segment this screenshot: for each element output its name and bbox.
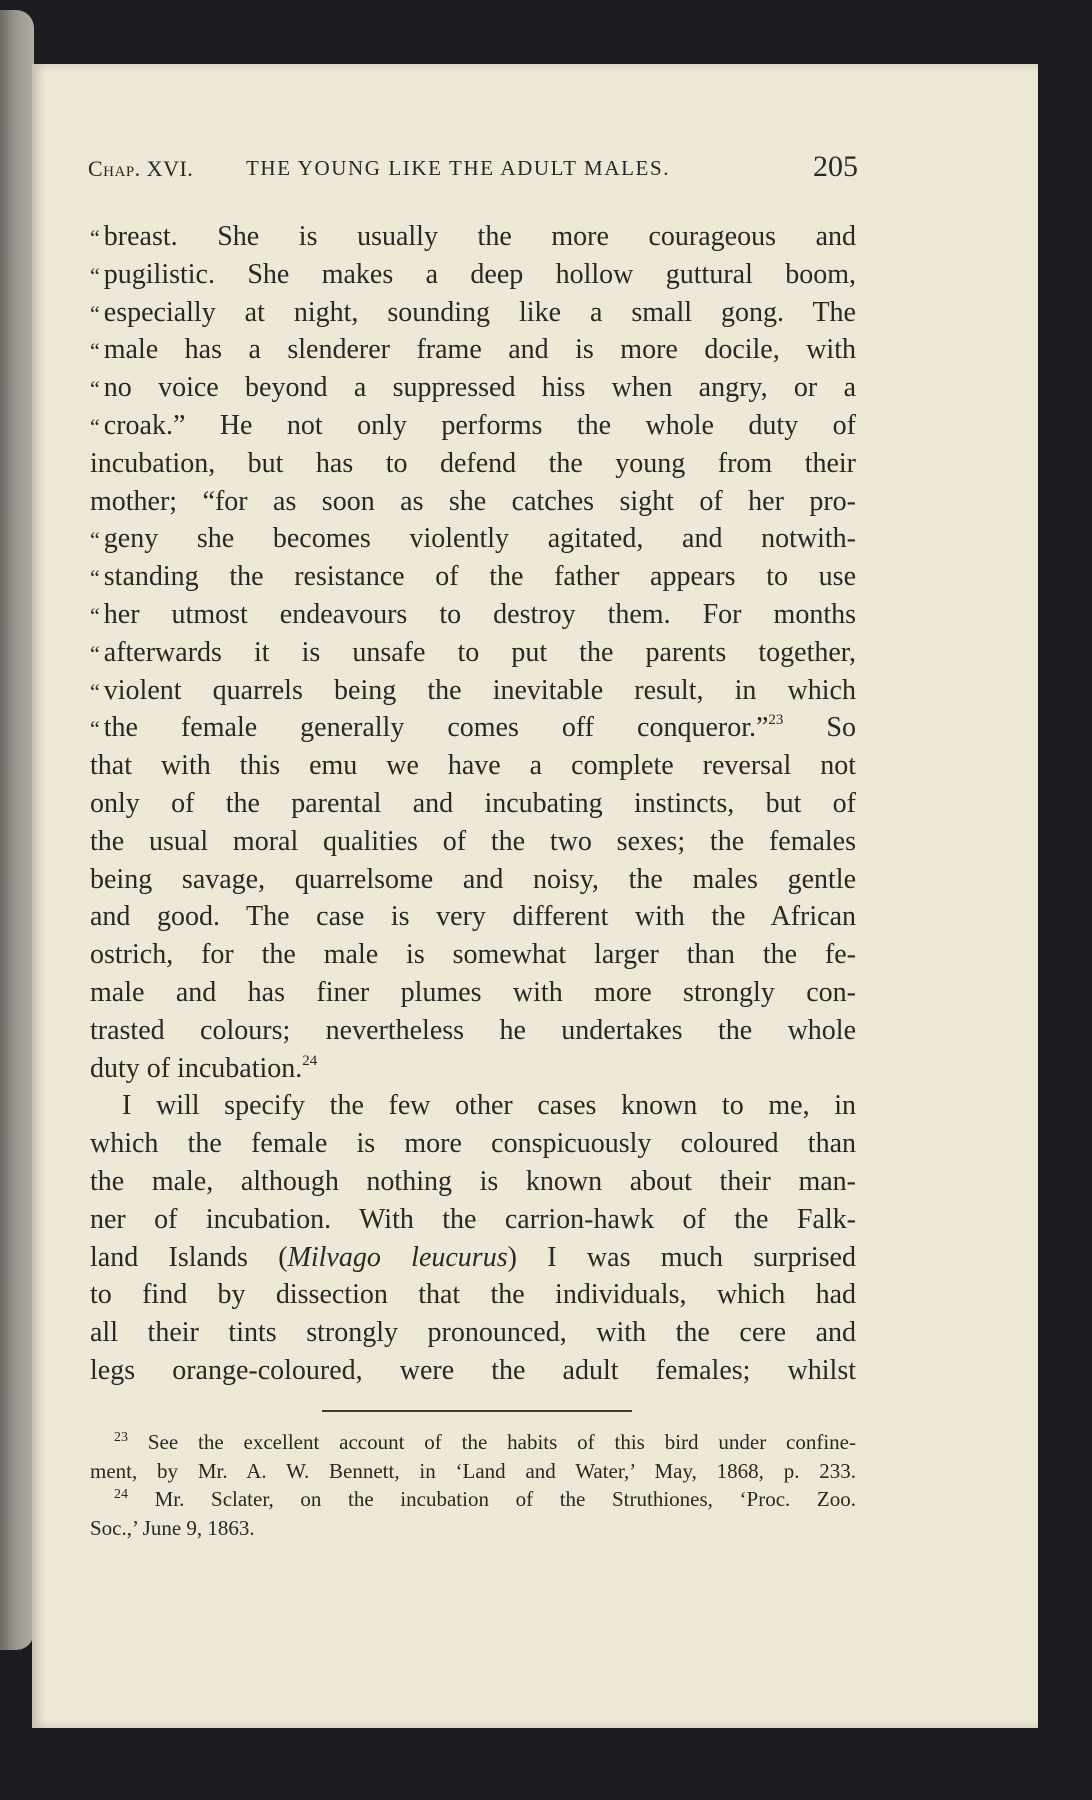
footnote-text: Mr. Sclater, on the incubation of the Struthiones, ‘Proc. Zoo.: [128, 1487, 856, 1512]
line-text: that with this emu we have a complete reversal not: [90, 750, 856, 782]
footnote-text: ment, by Mr. A. W. Bennett, in ‘Land and Water,’ May, 1868, p. 233.: [90, 1458, 856, 1483]
line-text: being savage, quarrelsome and noisy, the males gentle: [90, 863, 856, 895]
quote-mark: “: [90, 376, 100, 402]
text-line: [90, 672, 856, 710]
text-line: [90, 483, 856, 521]
line-text: all their tints strongly pronounced, with the cere and: [90, 1317, 856, 1349]
text-line: [90, 1163, 856, 1201]
text-line: [90, 1012, 856, 1050]
quote-mark: “: [90, 640, 100, 666]
quote-mark: “: [90, 716, 100, 742]
running-header: [88, 150, 858, 190]
text-line: [90, 445, 856, 483]
line-text: afterwards it is unsafe to put the parents together,: [103, 636, 856, 668]
body-text: [90, 218, 856, 1390]
text-line: [90, 823, 856, 861]
chapter-label: Chap. XVI.: [88, 156, 194, 181]
line-text: ostrich, for the male is somewhat larger than the fe-: [90, 939, 856, 971]
text-line: [90, 1352, 856, 1390]
footnote-line: [90, 1514, 856, 1543]
quote-mark: “: [90, 565, 100, 591]
text-line: [90, 558, 856, 596]
running-title: THE YOUNG LIKE THE ADULT MALES.: [246, 156, 671, 180]
text-line: [90, 294, 856, 332]
footnote-line: [90, 1457, 856, 1486]
text-line: [90, 1050, 856, 1088]
text-line: [90, 634, 856, 672]
quote-mark: “: [90, 338, 100, 364]
line-text: and good. The case is very different with the African: [90, 901, 856, 933]
text-line: [90, 1239, 856, 1277]
line-text: pugilistic. She makes a deep hollow guttural boom,: [103, 258, 856, 290]
previous-page-edge: [0, 10, 34, 1650]
text-line: [90, 331, 856, 369]
text-line: [90, 785, 856, 823]
text-line: [90, 974, 856, 1012]
footnote-ref: 23: [768, 712, 784, 729]
quote-mark: “: [90, 527, 100, 553]
quote-mark: “: [90, 262, 100, 288]
line-text-tail: So: [783, 712, 856, 744]
footnote-line: [90, 1428, 856, 1457]
text-line: [90, 596, 856, 634]
text-line: [90, 1087, 856, 1125]
text-line: [90, 747, 856, 785]
line-text: standing the resistance of the father appears to use: [103, 561, 856, 593]
line-text: only of the parental and incubating instincts, but of: [90, 787, 856, 819]
line-text: geny she becomes violently agitated, and notwith-: [103, 523, 856, 555]
footnote-number: 24: [114, 1487, 128, 1503]
line-text: especially at night, sounding like a small gong. The: [103, 296, 856, 328]
line-text-tail: ) I was much surprised: [507, 1241, 856, 1273]
text-line: [90, 1125, 856, 1163]
footnote-ref: 24: [302, 1052, 318, 1069]
line-text: trasted colours; nevertheless he undertakes the whole: [90, 1014, 856, 1046]
text-line: [90, 861, 856, 899]
line-text: incubation, but has to defend the young from their: [90, 447, 856, 479]
species-name: Milvago leucurus: [287, 1241, 508, 1273]
page-number: 205: [813, 150, 858, 183]
footnote-number: 23: [114, 1430, 128, 1445]
line-text: croak.” He not only performs the whole duty of: [103, 409, 856, 441]
text-line: [90, 898, 856, 936]
line-text: which the female is more conspicuously coloured than: [90, 1128, 856, 1160]
line-text: no voice beyond a suppressed hiss when angry, or a: [103, 372, 856, 404]
text-line: [90, 1314, 856, 1352]
line-text: I will specify the few other cases known to me, in: [122, 1090, 856, 1122]
quote-mark: “: [90, 413, 100, 439]
text-line: [90, 520, 856, 558]
line-text: legs orange-coloured, were the adult females; whilst: [90, 1354, 856, 1386]
text-line: [90, 256, 856, 294]
line-text: duty of incubation.: [90, 1052, 303, 1084]
text-line: [90, 936, 856, 974]
footnote-text: Soc.,’ June 9, 1863.: [90, 1515, 255, 1540]
line-text: male and has finer plumes with more strongly con-: [90, 976, 856, 1008]
line-text: male has a slenderer frame and is more docile, with: [103, 334, 856, 366]
quote-mark: “: [90, 300, 100, 326]
text-line: [90, 1276, 856, 1314]
footnotes: [90, 1428, 856, 1542]
text-line: [90, 407, 856, 445]
line-text: to find by dissection that the individuals, which had: [90, 1279, 856, 1311]
footnote-line: [90, 1485, 856, 1514]
line-text: her utmost endeavours to destroy them. For months: [103, 598, 856, 630]
line-text: land Islands (: [90, 1241, 288, 1273]
line-text: the usual moral qualities of the two sexes; the females: [90, 825, 856, 857]
footnote-rule: [322, 1410, 632, 1412]
text-line: [90, 709, 856, 747]
text-line: [90, 369, 856, 407]
line-text: ner of incubation. With the carrion-hawk of the Falk-: [90, 1203, 856, 1235]
line-text: breast. She is usually the more courageous and: [103, 221, 856, 252]
quote-mark: “: [90, 602, 100, 628]
line-text: mother; “for as soon as she catches sight of her pro-: [90, 485, 856, 517]
quote-mark: “: [90, 225, 100, 250]
footnote-text: See the excellent account of the habits of this bird under confine-: [128, 1430, 856, 1454]
line-text: violent quarrels being the inevitable result, in which: [103, 674, 856, 706]
quote-mark: “: [90, 678, 100, 704]
line-text: the male, although nothing is known about their man-: [90, 1165, 856, 1197]
text-line: [90, 1201, 856, 1239]
text-line: [90, 218, 856, 256]
line-text: the female generally comes off conqueror.”: [103, 712, 769, 744]
